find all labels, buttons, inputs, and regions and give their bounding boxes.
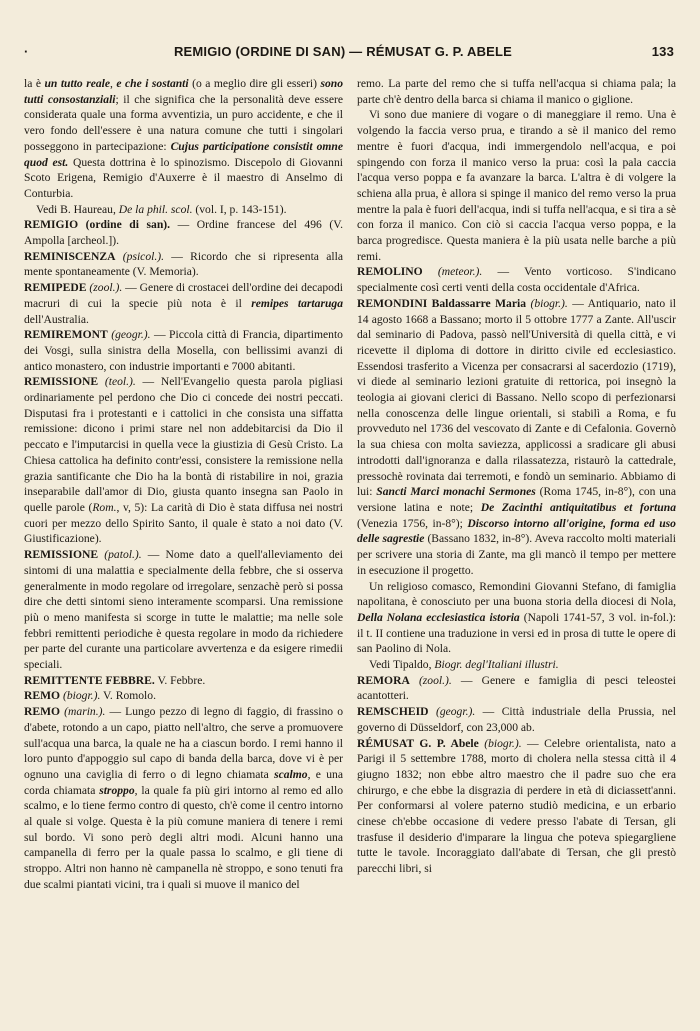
entry-continuation: la è un tutto reale, e che i sostanti (o a meglio dire gli esseri) sono tutti consostanziali; il che significa che la personalità deve essere considerata quale una forma avventizia, un puro accidente, e che il vero fondo dell'essere è una natura comune che tutti i singolari posseggono in partecipazione: Cujus participatione consistit omne quod est. Questa dottrina è lo spinozismo. Discepolo di Giovanni Scoto Erigena, Remigio d'Auxerre è il maestro di Anselmo di Conturbia. bbox=[24, 77, 344, 200]
header-title: REMIGIO (ORDINE DI SAN) — RÉMUSAT G. P. ABELE bbox=[173, 44, 513, 59]
page-number: 133 bbox=[651, 44, 674, 59]
entry-reminiscenza: REMINISCENZA (psicol.). — Ricordo che si ripresenta alla mente spontaneamente (V. Memoria). bbox=[24, 249, 343, 279]
entry-remigio-ordine: REMIGIO (ordine di san). — Ordine francese del 496 (V. Ampolla [archeol.]). bbox=[24, 218, 343, 248]
entry-remora: REMORA (zool.). — Genere e famiglia di pesci teleostei acantotteri. bbox=[357, 673, 676, 703]
entry-remiremont: REMIREMONT (geogr.). — Piccola città di Francia, dipartimento dei Vosgi, sulla sinistra della Mosella, con bellissimi avanzi di antico monastero, con industrie importanti e 7000 abitanti. bbox=[24, 328, 343, 373]
entry-remittente-febbre: REMITTENTE FEBBRE. V. Febbre. bbox=[24, 673, 206, 687]
entry-remscheid: REMSCHEID (geogr.). — Città industriale della Prussia, nel governo di Düsseldorf, con 23,000 ab. bbox=[357, 705, 676, 734]
running-header bbox=[24, 44, 674, 59]
remondini-paragraph-2: Un religioso comasco, Remondini Giovanni Stefano, di famiglia napolitana, è conosciuto per una buona storia della diocesi di Nola, Della Nolana ecclesiastica istoria (Napoli 1741-57, 3 vol. in-fol.): il t. II contiene una traduzione in versi ed in prosa di tutte le opere di san Paolino di Nola. bbox=[357, 579, 676, 656]
entry-remipede: REMIPEDE (zool.). — Genere di crostacei dell'ordine dei decapodi macruri di cui la specie più nota è il remipes tartaruga dell'Australia. bbox=[24, 281, 344, 326]
right-column bbox=[357, 76, 676, 893]
remo-paragraph-2: Vi sono due maniere di vogare o di maneggiare il remo. Una è volgendo la faccia verso prua, e tirando a sè il manico del remo mentre è fuori d'acqua, indi immergendolo nell'acqua, e poi spingendo con forza il manico verso la prua: così la pala caccia l'acqua verso poppa e fa avanzare la barca. L'altra è di volgere la schiena alla prua, è allora si spinge il manico del remo verso la prua mentre la pala è fuori dell'acqua, indi si tuffa nell'acqua, e si tira a sè con forza il manico. Con ciò si caccia l'acqua verso poppa, e la barca progredisce. Questa maniera è la più usata nelle barche a più remi. bbox=[357, 108, 676, 263]
entry-remolino: REMOLINO (meteor.). — Vento vorticoso. S'indicano specialmente così certi venti della costa occidentale d'Africa. bbox=[357, 265, 676, 295]
entry-remissione-patol: REMISSIONE (patol.). — Nome dato a quell'alleviamento dei sintomi di una malattia e specialmente della febbre, che si osserva generalmente in modo regolare od irregolare, senzachè però si possa dire che detti sintomi sieno interamente scomparsi. Una remissione più o meno manifesta si scorge in tutte le malattie; ma nelle sole febbri remittenti periodiche è questa regolare in modo da richiedere per parte del curante una particolare avvertenza e da esigere rimedii speciali. bbox=[24, 548, 343, 672]
remondini-reference: Vedi Tipaldo, Biogr. degl'Italiani illustri. bbox=[369, 658, 559, 672]
entry-remo-biogr: REMO (biogr.). V. Romolo. bbox=[24, 689, 156, 703]
header-mark: · bbox=[24, 44, 29, 59]
entry-remo-marin: REMO (marin.). — Lungo pezzo di legno di faggio, di frassino o d'abete, rotondo a un capo, piatto nell'altro, che serve a promuovere sull'acqua una barca, la quale ne ha a ciascun bordo. I remi hanno il loro punto d'appoggio sul capo di banda della barca, dove vi è per ognuno una caviglia di ferro o di legno chiamata scalmo, e una corda chiamata stroppo, la quale fa più giri intorno al remo ed allo scalmo, e lo tiene fermo contro di questo, ch'è come il centro intorno al quale si volge. Questa è la più comune maniera di tenere i remi sul bordo. Vi sono però degli altri modi. Alcuni hanno una campanella di ferro per la quale passa lo scalmo, e gli tiene di stroppo. Altri non hanno nè campanella nè stroppo, e sono tenuti fra due scalmi piantati vicini, tra i quali si muove il manico del bbox=[24, 705, 343, 891]
entry-remusat: RÉMUSAT G. P. Abele (biogr.). — Celebre orientalista, nato a Parigi il 5 settembre 1788, morto di cholera nella stessa città il 4 giugno 1832; non ebbe altro maestro che il padre suo che era chirurgo, e che ebbe la disgrazia di perdere in età di diciassett'anni. Per conformarsi al volere paterno studiò medicina, e un erbario cinese ch'ebbe occasione di vedere presso l'abate di Tersan, gli trasfuse il desiderio d'imparare la lingua che poteva spiegargliene tutte le tavole. Incoraggiato dall'abate di Tersan, che gli prestò parecchi libri, si bbox=[357, 736, 676, 876]
reference-line: Vedi B. Haureau, De la phil. scol. (vol. I, p. 143-151). bbox=[36, 202, 287, 216]
entry-remissione-teol: REMISSIONE (teol.). — Nell'Evangelio questa parola pigliasi ordinariamente pel perdono che Dio ci concede dei nostri peccati. Disputasi fra i protestanti e i cattolici in che consista una siffatta remissione: dicono i primi stare nel non addebitarcisi da Dio il peccato e l'imputarcisi in quella vece la giustizia di Gesù Cristo. La Chiesa cattolica ha definito contr'essi, consistere la remissione nella grazia santificante che Dio ha la bontà di ristabilire in noi, grazia inseparabile dall'amor di Dio, giusta quanto insegna san Paolo in quelle parole (Rom., v, 5): La carità di Dio è stata diffusa nei nostri cuori per mezzo dello Spirito Santo, il quale è stato a noi dato (V. Giustificazione). bbox=[24, 375, 344, 546]
entry-remo-continuation: remo. La parte del remo che si tuffa nell'acqua si chiama pala; la parte ch'è dentro della barca si chiama il manico o giglione. bbox=[357, 77, 676, 106]
left-column bbox=[24, 76, 343, 893]
entry-remondini: REMONDINI Baldassarre Maria (biogr.). — Antiquario, nato il 14 agosto 1668 a Bassano; morto il 5 ottobre 1777 a Zante. All'uscir dal seminario di Padova, passò nell'Università di quella città, e vi ricevette il diploma di dottore in diritto civile ed ecclesiastico. Essendosi trasferito a Vicenza per consacrarsi al sacerdozio (1719), vi diede al seminario lezioni gratuite di rettorica, poi insegnò la teologia ai giovani clerici di Bassano. Nello scopo di perfezionarsi nella conoscenza delle lingue orientali, si stabilì a Roma, e fu provveduto nel 1736 del vescovato di Zante e di Cefalonia. Governò la sua chiesa con molta saviezza, applicossi a sradicare gli abusi introdotti dall'ignoranza e dalla rilassatezza, ristaurò la cattedrale, pressochè rovinata dai terremoti, e fondò un seminario. Abbiamo di lui: Sancti Marci monachi Sermones (Roma 1745, in-8°), con una versione latina e note; De Zacinthi antiquitatibus et fortuna (Venezia 1756, in-8°); Discorso intorno all'origine, forma ed uso delle sagrestie (Bassano 1832, in-8°). Aveva raccolto molti materiali per scrivere una storia di Zante, ma gli mancò il tempo per mettere in esecuzione il progetto. bbox=[357, 296, 676, 577]
two-column-body bbox=[24, 76, 676, 893]
